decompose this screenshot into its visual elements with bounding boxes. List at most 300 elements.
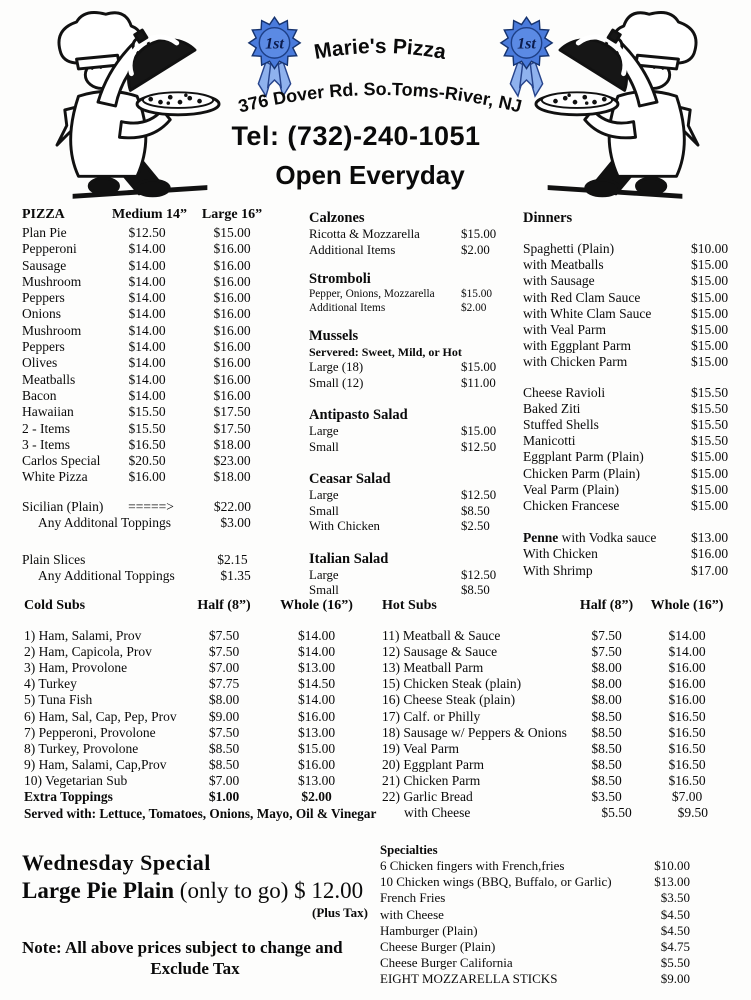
mussels-note: Servered: Sweet, Mild, or Hot (309, 345, 462, 359)
sicilian-row (22, 499, 284, 516)
sicilian-toppings-row (22, 515, 284, 532)
item-price-whole: $14.00 (297, 692, 336, 708)
sub-item-row (382, 628, 742, 644)
item-name: Carlos Special (22, 453, 101, 469)
item-price-large: $18.00 (213, 436, 251, 452)
item-price-whole: $14.00 (297, 644, 336, 660)
item-name: 10) Vegetarian Sub (24, 772, 128, 788)
item-name: Meatballs (22, 371, 76, 387)
svg-text:Marie's Pizza: Marie's Pizza (312, 34, 448, 65)
item-price-half: $7.00 (208, 772, 240, 788)
menu-item-row (523, 385, 735, 401)
item-price: $2.15 (217, 551, 248, 567)
special-offer-rest: (only to go) $ 12.00 (174, 878, 364, 903)
item-price-large: $15.00 (213, 225, 251, 240)
item-price: $22.00 (213, 498, 251, 514)
sub-item-row (24, 741, 380, 757)
special-title: Wednesday Special (22, 850, 211, 875)
item-name: with Veal Parm (523, 322, 606, 338)
item-name: Stuffed Shells (523, 417, 599, 433)
sub-item-row (382, 709, 742, 725)
item-price: $13.00 (691, 530, 729, 546)
item-name: Large (309, 488, 339, 502)
menu-item-row (523, 241, 735, 257)
item-name: 3) Ham, Provolone (24, 660, 128, 676)
item-price-medium: $20.50 (128, 453, 166, 469)
item-price-large: $16.00 (213, 306, 251, 322)
sub-item-row (24, 692, 380, 708)
item-price-whole: $14.00 (668, 644, 706, 660)
item-price: $15.00 (691, 481, 729, 497)
item-name: 2 - Items (22, 420, 70, 436)
sub-item-row (24, 628, 380, 644)
item-price-medium: $14.00 (128, 322, 166, 338)
item-name: Spaghetti (Plain) (523, 241, 615, 256)
item-price-medium: $14.00 (128, 371, 166, 387)
item-name: Mushroom (22, 322, 82, 338)
item-name: With Chicken (523, 546, 598, 562)
item-name: Sicilian (Plain) (22, 498, 104, 514)
extra-toppings-row (24, 789, 380, 805)
menu-item-row (523, 546, 735, 562)
menu-item-row (523, 401, 735, 417)
item-price-medium: $14.00 (128, 241, 166, 257)
item-price: $15.00 (691, 449, 729, 465)
item-price: $4.50 (660, 906, 690, 922)
item-price: $15.00 (691, 322, 729, 338)
sub-item-row (24, 709, 380, 725)
item-price: $15.00 (461, 424, 497, 438)
item-price-whole: $16.50 (668, 756, 706, 772)
item-price-large: $16.00 (213, 387, 251, 403)
item-price: $8.50 (461, 503, 490, 518)
wednesday-special-section (22, 849, 368, 979)
item-price: $15.00 (461, 288, 493, 300)
item-price-half: $7.50 (591, 644, 622, 660)
item-name: Peppers (22, 290, 65, 306)
item-price: $15.00 (691, 498, 729, 514)
item-price: $3.50 (660, 890, 690, 906)
menu-item-row (380, 971, 690, 987)
pizza-item-row (22, 421, 284, 437)
item-name: With Shrimp (523, 562, 593, 578)
item-price-large: $16.00 (213, 257, 251, 273)
menu-item-row (523, 354, 735, 370)
pizza-col-large: Large 16” (201, 207, 263, 222)
item-price: $12.50 (461, 567, 497, 582)
menu-item-row (523, 466, 735, 482)
slice-toppings-row (22, 568, 284, 585)
item-price-whole: $14.50 (297, 676, 336, 692)
italian-items (309, 568, 507, 599)
sub-item-row (24, 773, 380, 789)
item-name: Olives (22, 355, 58, 371)
item-price-large: $16.00 (213, 355, 251, 371)
menu-item-row (309, 519, 507, 535)
menu-item-row (523, 563, 735, 579)
item-price: $15.00 (461, 360, 497, 374)
cold-subs-items (24, 628, 380, 789)
menu-item-row (309, 568, 507, 584)
item-price-half: $8.50 (591, 756, 622, 772)
item-price-medium: $16.00 (128, 469, 166, 485)
item-name: Cheese Burger California (380, 955, 513, 971)
sub-item-row (382, 644, 742, 660)
section-title: Mussels (309, 328, 359, 344)
item-price-whole: $16.00 (668, 660, 706, 676)
col-whole: Whole (16”) (650, 598, 724, 613)
hot-subs-header-row (382, 598, 742, 614)
open-everyday-line: Open Everyday (275, 160, 465, 190)
menu-item-row (523, 273, 735, 289)
pizza-col-medium: Medium 14” (112, 207, 188, 222)
item-price-half: $8.00 (591, 692, 622, 708)
item-price: $16.00 (691, 546, 729, 562)
item-name: White Pizza (22, 469, 88, 485)
sub-item-row (382, 773, 742, 789)
mussels-items (309, 360, 507, 391)
pizza-item-row (22, 306, 284, 322)
item-price-medium: $16.50 (128, 436, 166, 452)
sub-item-row (24, 660, 380, 676)
menu-item-row (309, 488, 507, 504)
price-change-note: Note: All above prices subject to change and (22, 938, 343, 957)
col-half: Half (8”) (197, 598, 251, 613)
item-price: $3.00 (220, 515, 251, 531)
pizza-header-row (22, 207, 284, 225)
item-price-half: $8.50 (208, 740, 240, 756)
item-price-half: $3.50 (591, 789, 622, 805)
item-price: $15.00 (691, 289, 729, 305)
pizza-item-row (22, 339, 284, 355)
item-price-half: $7.50 (591, 628, 622, 644)
item-name: 17) Calf. or Philly (382, 708, 481, 724)
item-price-medium: $15.50 (128, 420, 166, 436)
pizza-item-row (22, 388, 284, 404)
item-name: Plan Pie (22, 225, 67, 240)
menu-item-row (523, 290, 735, 306)
menu-item-row (523, 257, 735, 273)
item-name: Onions (22, 306, 62, 322)
menu-item-row (380, 923, 690, 939)
sub-item-row (24, 725, 380, 741)
item-price-medium: $14.00 (128, 306, 166, 322)
item-price: $15.00 (691, 273, 729, 289)
menu-item-row (380, 874, 690, 890)
item-price-medium: $14.00 (128, 355, 166, 371)
antipasto-items (309, 424, 507, 455)
ceasar-items (309, 488, 507, 535)
menu-item-row (523, 322, 735, 338)
item-price-whole: $13.00 (297, 772, 336, 788)
col-half: Half (8”) (579, 598, 634, 613)
item-name: 11) Meatball & Sauce (382, 628, 501, 644)
italian-salad-section (309, 551, 507, 599)
item-price: $15.00 (461, 227, 497, 241)
item-price: $15.00 (691, 465, 729, 481)
item-name: Sausage (22, 257, 67, 273)
item-price-whole: $14.00 (668, 628, 706, 644)
item-price-large: $16.00 (213, 322, 251, 338)
section-title: Italian Salad (309, 550, 389, 567)
svg-text:376 Dover Rd. So.Toms-River,: 376 Dover Rd. So.Toms-River, NJ (236, 78, 524, 117)
antipasto-salad-section (309, 407, 507, 455)
menu-item-row (380, 907, 690, 923)
item-price-large: $17.50 (213, 420, 251, 436)
menu-item-row (309, 302, 507, 316)
item-price: $13.00 (654, 874, 690, 890)
item-name: Eggplant Parm (Plain) (523, 449, 644, 465)
section-title: Cold Subs (24, 598, 86, 613)
item-name: 12) Sausage & Sauce (382, 644, 498, 660)
item-name: with White Clam Sauce (523, 305, 652, 321)
item-name: 19) Veal Parm (382, 740, 459, 756)
item-price-half: $7.00 (208, 660, 240, 676)
item-price-half: $8.50 (591, 708, 622, 724)
item-name: with Meatballs (523, 257, 604, 273)
item-price-half: $8.50 (208, 756, 240, 772)
item-price-half: $8.00 (208, 692, 240, 708)
item-name: Any Additional Toppings (38, 568, 175, 584)
item-name: Large (309, 424, 339, 438)
item-price: $15.50 (691, 433, 729, 449)
item-name: 1) Ham, Salami, Prov (24, 628, 142, 644)
pizza-item-row (22, 290, 284, 306)
pizza-item-row (22, 404, 284, 420)
item-name: Cheese Ravioli (523, 384, 606, 400)
item-price-half: $5.50 (601, 805, 632, 821)
item-price-whole: $16.50 (668, 724, 706, 740)
item-price-half: $8.50 (591, 724, 622, 740)
item-price: $15.00 (691, 305, 729, 321)
item-price: $10.00 (654, 858, 690, 873)
item-price-medium: $15.50 (128, 404, 166, 420)
item-price-medium: $14.00 (128, 290, 166, 306)
item-price-half: $8.00 (591, 660, 622, 676)
item-name: Small (12) (309, 375, 364, 390)
menu-item-row (309, 288, 507, 302)
pizza-item-row (22, 258, 284, 274)
served-with-note: Served with: Lettuce, Tomatoes, Onions, Mayo, Oil & Vinegar (24, 806, 377, 822)
item-price-medium: $12.50 (128, 225, 166, 240)
pizza-item-row (22, 437, 284, 453)
item-name: Extra Toppings (24, 789, 113, 805)
menu-item-row (523, 338, 735, 354)
pizza-section-title: PIZZA (22, 207, 65, 222)
item-name: with Cheese (404, 805, 471, 821)
pizza-item-row (22, 355, 284, 371)
pizza-item-row (22, 372, 284, 388)
exclude-tax-note: Exclude Tax (150, 959, 240, 978)
item-name: Small (309, 583, 339, 597)
item-price-large: $17.50 (213, 404, 251, 420)
item-price-whole: $14.00 (297, 628, 336, 644)
item-name: Chicken Parm (Plain) (523, 465, 640, 481)
plus-tax-note: (Plus Tax) (312, 905, 368, 920)
calzones-items (309, 227, 507, 258)
menu-item-row (309, 424, 507, 440)
menu-item-row (309, 583, 507, 599)
sub-item-row (382, 789, 742, 805)
item-name: Chicken Francese (523, 498, 620, 514)
item-name: 8) Turkey, Provolone (24, 740, 139, 756)
item-price-half: $7.75 (208, 676, 240, 692)
sub-item-row (382, 741, 742, 757)
item-price: $2.00 (461, 242, 490, 257)
item-price-large: $16.00 (213, 339, 251, 355)
item-name: Additional Items (309, 301, 386, 314)
section-title: Antipasto Salad (309, 407, 408, 423)
item-price: $15.00 (691, 338, 729, 354)
item-price: $15.50 (691, 400, 729, 416)
menu-item-row (309, 227, 507, 243)
item-price: $5.50 (660, 955, 690, 971)
item-name: Pepper, Onions, Mozzarella (309, 288, 435, 300)
item-name: with Cheese (380, 906, 444, 922)
item-name: Bacon (22, 387, 57, 403)
item-price-whole: $7.00 (671, 789, 703, 805)
pizza-item-row (22, 323, 284, 339)
pizza-item-row (22, 225, 284, 241)
hot-subs-items (382, 628, 742, 805)
item-price-whole: $16.00 (668, 676, 706, 692)
sub-item-row (382, 676, 742, 692)
section-title: Ceasar Salad (309, 471, 391, 487)
dinners-group2 (523, 385, 735, 515)
item-price-medium: $14.00 (128, 273, 166, 289)
section-title: Stromboli (309, 271, 371, 287)
item-name: 21) Chicken Parm (382, 772, 481, 788)
item-name: French Fries (380, 890, 446, 906)
item-name: Small (309, 503, 339, 518)
stromboli-items (309, 288, 507, 315)
item-name: Additional Items (309, 242, 396, 257)
item-name: Hawaiian (22, 404, 74, 420)
item-name: Any Additonal Toppings (38, 515, 172, 531)
menu-item-row (309, 504, 507, 520)
item-price-half: $7.50 (208, 724, 240, 740)
sub-item-row (24, 644, 380, 660)
menu-item-row (523, 482, 735, 498)
item-price: $4.75 (660, 939, 690, 955)
item-name: 16) Cheese Steak (plain) (382, 692, 516, 708)
pizza-item-row (22, 241, 284, 257)
penne-bold: Penne (523, 530, 559, 546)
menu-item-row (380, 890, 690, 906)
penne-variants (523, 546, 735, 578)
item-price-whole: $16.50 (668, 708, 706, 724)
pizza-section (22, 207, 284, 585)
item-price-whole: $16.00 (668, 692, 706, 708)
hot-subs-section (382, 598, 742, 821)
special-offer-bold: Large Pie Plain (22, 878, 175, 903)
item-price: $8.50 (461, 583, 490, 597)
section-title: Dinners (523, 210, 573, 226)
item-name: Plain Slices (22, 551, 86, 567)
dinners-section (523, 210, 735, 579)
item-price-medium: $14.00 (128, 339, 166, 355)
item-name: Mushroom (22, 273, 82, 289)
col-whole: Whole (16”) (280, 598, 353, 613)
dinners-group1 (523, 241, 735, 371)
item-price-half: $1.00 (208, 789, 240, 805)
item-price: $1.35 (220, 568, 251, 584)
menu-item-row (309, 440, 507, 456)
item-name: with Sausage (523, 273, 595, 289)
item-price-half: $8.50 (591, 772, 622, 788)
section-title: Calzones (309, 210, 365, 226)
special-offer-line (22, 876, 368, 905)
menu-item-row (309, 376, 507, 392)
item-price: $11.00 (461, 375, 496, 390)
penne-row (523, 530, 735, 546)
item-price-medium: $14.00 (128, 387, 166, 403)
item-name: 10 Chicken wings (BBQ, Buffalo, or Garlic) (380, 874, 612, 890)
stromboli-section (309, 271, 507, 315)
item-price-whole: $2.00 (301, 789, 332, 805)
item-name: 2) Ham, Capicola, Prov (24, 644, 152, 660)
menu-item-row (380, 955, 690, 971)
item-name: 15) Chicken Steak (plain) (382, 676, 522, 692)
garlic-bread-cheese-row (382, 805, 742, 821)
sub-item-row (382, 757, 742, 773)
menu-item-row (523, 417, 735, 433)
item-name: 9) Ham, Salami, Cap,Prov (24, 756, 167, 772)
item-price: $9.00 (660, 971, 690, 987)
item-price-half: $7.50 (208, 644, 240, 660)
item-price-large: $16.00 (213, 371, 251, 387)
item-price: $10.00 (691, 241, 729, 256)
item-price: $12.50 (461, 488, 497, 502)
item-price-large: $23.00 (213, 453, 251, 469)
item-price-whole: $16.50 (668, 772, 706, 788)
item-name: Cheese Burger (Plain) (380, 939, 496, 955)
item-price: $2.50 (461, 519, 490, 533)
item-price-whole: $13.00 (297, 660, 336, 676)
plain-slices-row (22, 552, 284, 569)
section-title: Hot Subs (382, 598, 437, 613)
item-name: with Eggplant Parm (523, 338, 631, 354)
menu-item-row (523, 433, 735, 449)
item-name: 6) Ham, Sal, Cap, Pep, Prov (24, 708, 177, 724)
section-title: Specialties (380, 843, 438, 857)
specialties-items (380, 858, 690, 988)
item-price-large: $16.00 (213, 290, 251, 306)
item-name: 20) Eggplant Parm (382, 756, 484, 772)
item-name: Baked Ziti (523, 400, 581, 416)
item-name: 7) Pepperoni, Provolone (24, 724, 156, 740)
item-name: 13) Meatball Parm (382, 660, 484, 676)
item-name: 3 - Items (22, 436, 70, 452)
menu-item-row (380, 939, 690, 955)
item-name: Large (18) (309, 360, 364, 374)
calzones-section (309, 210, 507, 258)
plain-slices-block (22, 552, 284, 585)
sub-item-row (24, 757, 380, 773)
item-name: 5) Tuna Fish (24, 692, 93, 708)
item-name: 4) Turkey (24, 676, 77, 692)
menu-item-row (523, 306, 735, 322)
item-name: With Chicken (309, 519, 380, 533)
sub-item-row (382, 660, 742, 676)
item-name: Veal Parm (Plain) (523, 481, 619, 497)
item-price-large: $16.00 (213, 273, 251, 289)
specialties-section (380, 842, 690, 988)
item-name: Hamburger (Plain) (380, 922, 478, 938)
item-price-half: $9.00 (208, 708, 240, 724)
item-name: with Red Clam Sauce (523, 289, 641, 305)
item-name: Large (309, 567, 339, 582)
